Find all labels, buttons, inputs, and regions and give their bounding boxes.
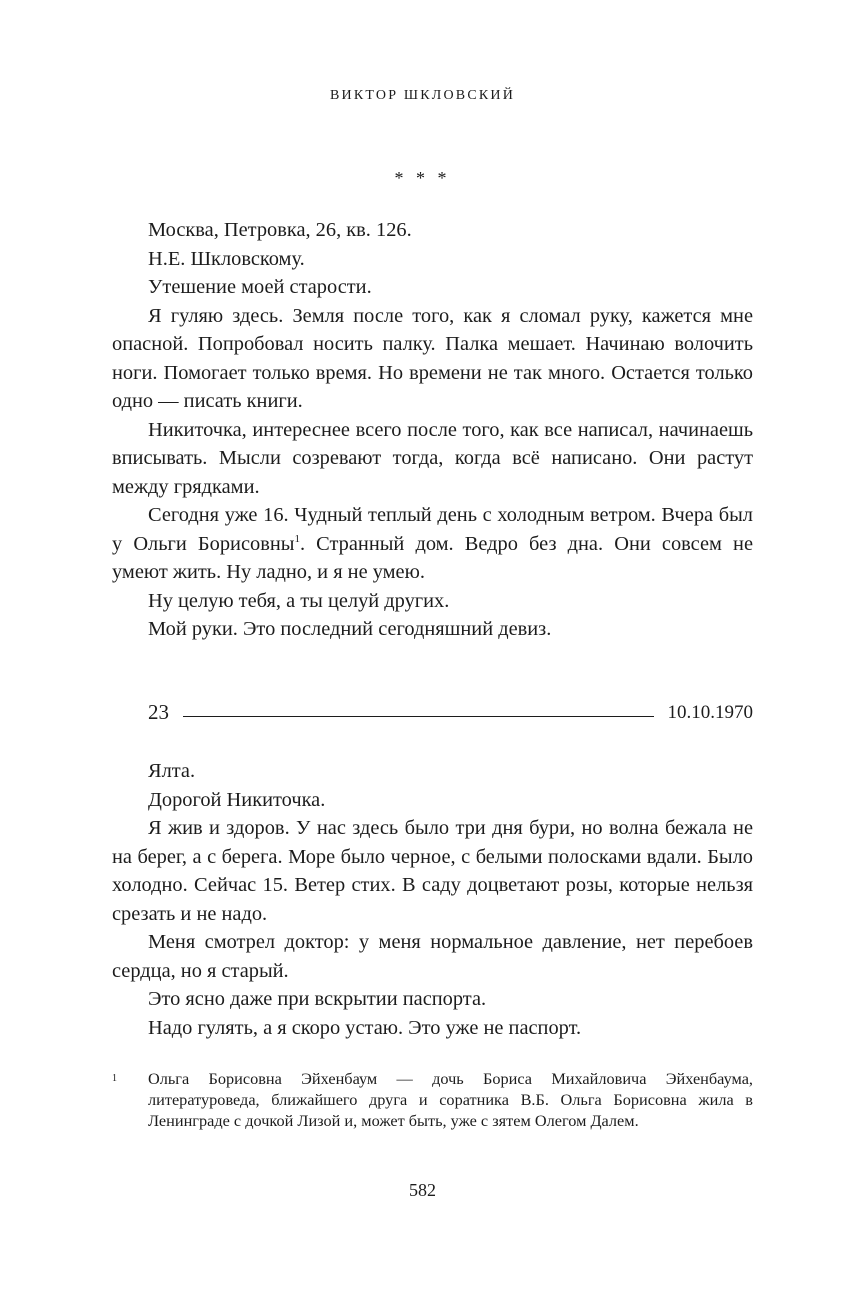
entry-number: 23 bbox=[148, 700, 169, 724]
letter-2-paragraph: Я жив и здоров. У нас здесь было три дня бури, но волна бежала не на берег, а с берега. Море было черное, с белыми полосками вдали. Было холодно. Сейчас 15. Ветер стих. В саду доцветают розы, которые нельзя срезать и не надо. bbox=[112, 817, 753, 925]
letter-2-paragraph: Ялта. bbox=[148, 760, 196, 782]
entry-date: 10.10.1970 bbox=[667, 701, 753, 723]
letter-1-paragraph: Ну целую тебя, а ты целуй других. bbox=[148, 589, 450, 612]
letter-1-paragraph: Н.Е. Шкловскому. bbox=[148, 247, 305, 270]
letter-1-paragraph: Никиточка, интереснее всего после того, как все написал, начинаешь вписывать. Мысли созревают тогда, когда всё написано. Они растут между грядками. bbox=[112, 418, 753, 498]
footnote-reference[interactable]: 1 bbox=[294, 532, 300, 545]
letter-1-paragraph: Я гуляю здесь. Земля после того, как я сломал руку, кажется мне опасной. Попробовал носить палку. Палка мешает. Начинаю волочить ноги. Помогает только время. Но времени не так много. Остается только одно — писать книги. bbox=[112, 304, 753, 412]
letter-1-paragraph bbox=[112, 501, 753, 587]
footnote bbox=[112, 1068, 753, 1131]
letter-2-paragraph: Дорогой Никиточка. bbox=[148, 788, 326, 811]
letter-1 bbox=[112, 216, 753, 644]
entry-divider-rule bbox=[183, 716, 654, 717]
paragraph-text: Сегодня уже 16. Чудный теплый день с холодным ветром. Вчера был у Ольги Борисовны bbox=[112, 504, 753, 555]
footnote-text: Ольга Борисовна Эйхенбаум — дочь Бориса Михайловича Эйхенбаума, литературоведа, ближайшего друга и соратника В.Б. Ольга Борисовна жила в Ленинграде с дочкой Лизой и, может быть, уже с зятем Олегом Далем. bbox=[148, 1069, 753, 1130]
letter-1-paragraph: Москва, Петровка, 26, кв. 126. bbox=[148, 219, 412, 241]
section-separator: * * * bbox=[394, 168, 451, 188]
footnote-marker: 1 bbox=[112, 1073, 117, 1084]
letter-2-paragraph: Надо гулять, а я скоро устаю. Это уже не паспорт. bbox=[148, 1016, 582, 1039]
page-number: 582 bbox=[409, 1180, 436, 1200]
entry-header bbox=[148, 700, 753, 725]
running-head: ВИКТОР ШКЛОВСКИЙ bbox=[329, 88, 516, 103]
letter-1-paragraph: Утешение моей старости. bbox=[148, 276, 372, 298]
letter-1-paragraph: Мой руки. Это последний сегодняшний девиз. bbox=[148, 618, 552, 640]
letter-2 bbox=[112, 757, 753, 1042]
letter-2-paragraph: Это ясно даже при вскрытии паспорта. bbox=[148, 988, 487, 1010]
letter-2-paragraph: Меня смотрел доктор: у меня нормальное давление, нет перебоев сердца, но я старый. bbox=[112, 931, 753, 982]
paragraph-text: . Странный дом. Ведро без дна. Они совсем не умеют жить. Ну ладно, и я не умею. bbox=[112, 532, 753, 583]
